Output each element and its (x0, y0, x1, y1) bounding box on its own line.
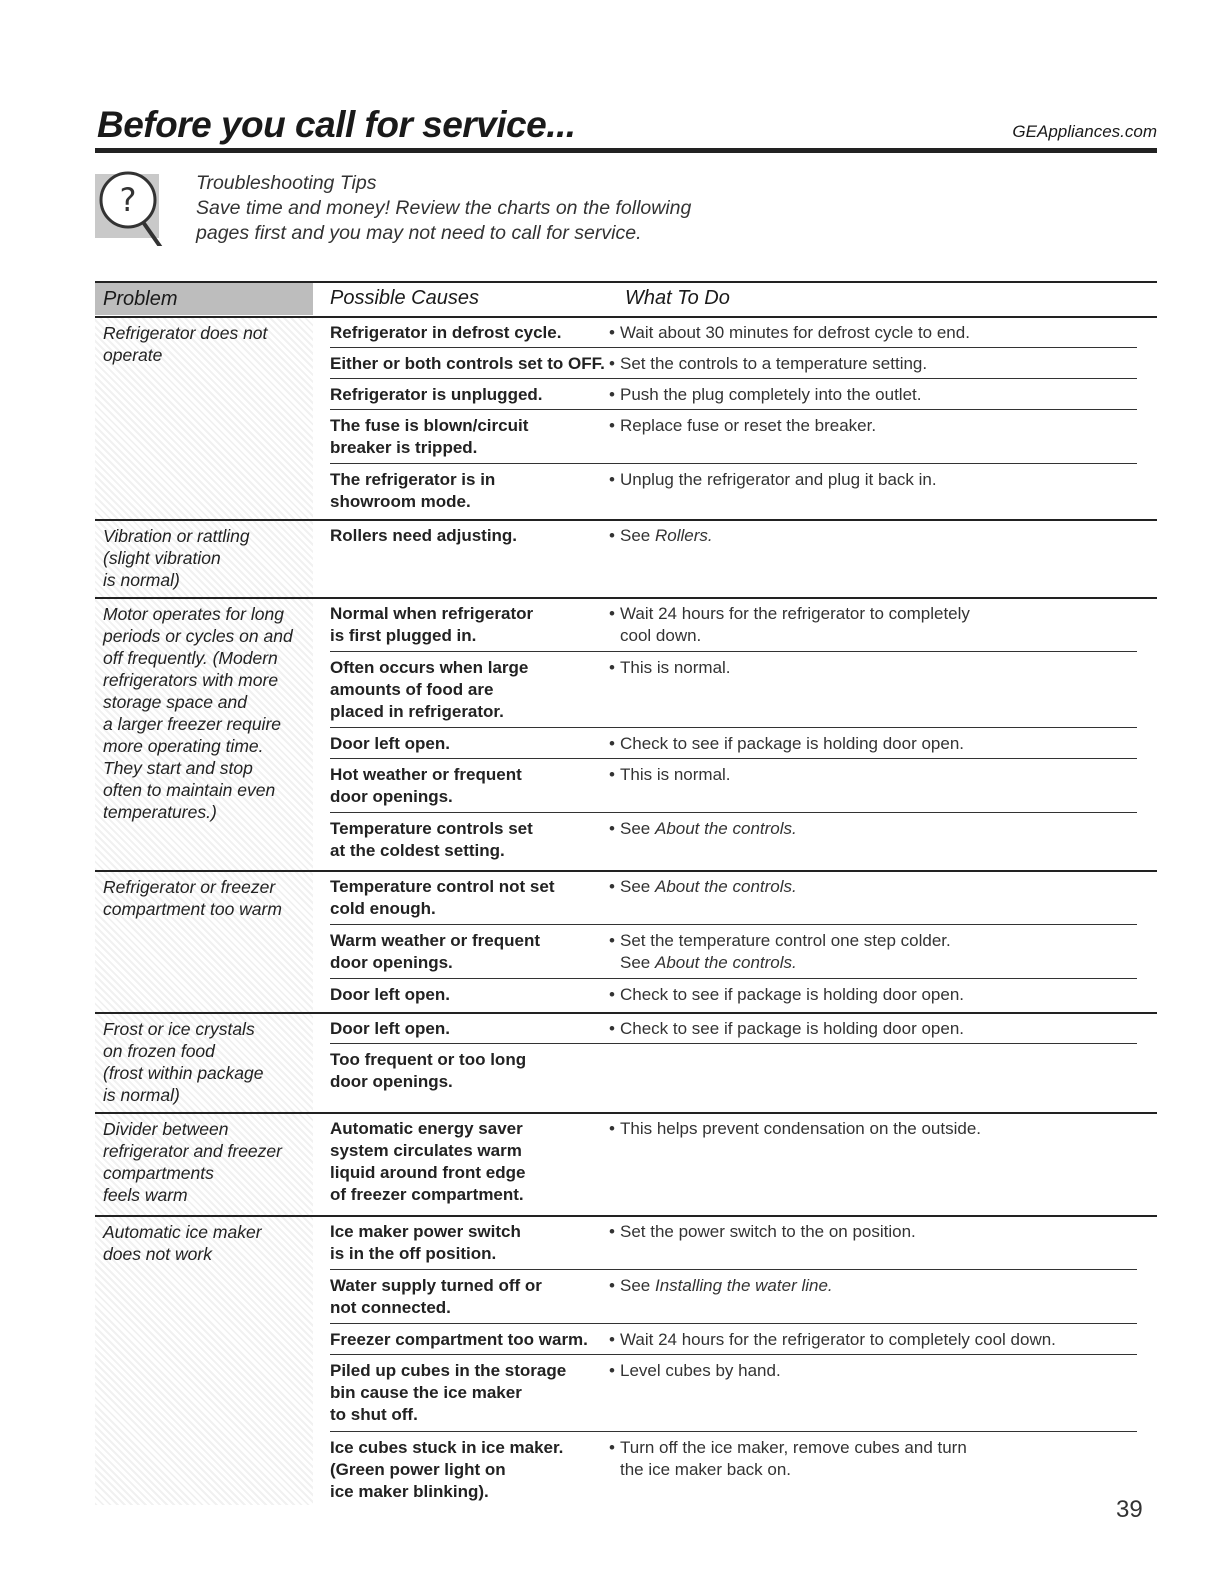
problem-cell (95, 1014, 313, 1112)
what-to-do (609, 764, 1140, 786)
title-rule (95, 148, 1157, 153)
bullet-icon: • (609, 819, 615, 838)
problem-cell (95, 1114, 313, 1215)
bullet-icon: • (609, 385, 615, 404)
todo-text: Wait 24 hours for the refrigerator to completely cool down. (620, 1330, 1056, 1349)
table-row (330, 653, 1157, 727)
todo-text: See (620, 877, 655, 896)
page-number: 39 (1116, 1496, 1143, 1523)
row-divider (330, 1431, 1137, 1432)
todo-text: Set the controls to a temperature setting. (620, 354, 928, 373)
todo-text: Unplug the refrigerator and plug it back in. (620, 470, 937, 489)
bullet-icon: • (609, 1361, 615, 1380)
bullet-icon: • (609, 765, 615, 784)
todo-text: Wait 24 hours for the refrigerator to completely cool down. (620, 604, 970, 645)
possible-cause: Door left open. (330, 985, 450, 1004)
row-divider (330, 924, 1137, 925)
bullet-icon: • (609, 526, 615, 545)
bullet-icon: • (609, 604, 615, 623)
bullet-icon: • (609, 354, 615, 373)
bullet-icon: • (609, 1438, 615, 1457)
problem-cell (95, 521, 313, 597)
what-to-do (609, 930, 1140, 974)
table-row (330, 349, 1157, 378)
what-to-do (609, 1221, 1140, 1243)
possible-cause: Often occurs when large amounts of food are placed in refrigerator. (330, 658, 529, 721)
possible-cause: Freezer compartment too warm. (330, 1330, 588, 1349)
problem-group (95, 597, 1157, 870)
what-to-do (609, 818, 1140, 840)
todo-text: See (620, 1276, 655, 1295)
bullet-icon: • (609, 1019, 615, 1038)
todo-text: This is normal. (620, 658, 731, 677)
table-row (330, 1271, 1157, 1323)
possible-cause: Piled up cubes in the storage bin cause the ice maker to shut off. (330, 1361, 567, 1424)
table-row (330, 760, 1157, 812)
question-mark-magnifier-icon (95, 170, 175, 246)
table-row (330, 380, 1157, 409)
what-to-do (609, 1118, 1140, 1140)
tips-text (196, 171, 691, 246)
bullet-icon: • (609, 1119, 615, 1138)
problem-text: Automatic ice maker does not work (103, 1222, 262, 1264)
possible-cause: Ice maker power switch is in the off position. (330, 1222, 521, 1263)
row-divider (330, 1043, 1137, 1044)
todo-text: See (620, 526, 655, 545)
problem-text: Motor operates for long periods or cycles on and off frequently. (Modern refrigerators with more storage space and a larger freezer require more operating time. They start and stop often to maintain even temperatures.) (103, 604, 293, 822)
row-divider (330, 463, 1137, 464)
problem-group (95, 870, 1157, 1012)
table-row (330, 465, 1157, 517)
column-header-problem: Problem (95, 283, 313, 315)
what-to-do (609, 469, 1140, 491)
row-divider (330, 978, 1137, 979)
todo-text: Check to see if package is holding door open. (620, 1019, 965, 1038)
section-reference-link: About the controls. (654, 953, 797, 972)
table-row (330, 1114, 1157, 1215)
what-to-do (609, 603, 1140, 647)
table-row (330, 411, 1157, 463)
what-to-do (609, 1329, 1140, 1351)
what-to-do (609, 384, 1140, 406)
bullet-icon: • (609, 1276, 615, 1295)
todo-text: Level cubes by hand. (620, 1361, 781, 1380)
site-url: GEAppliances.com (1012, 122, 1157, 141)
what-to-do (609, 525, 1140, 547)
row-divider (330, 812, 1137, 813)
section-reference-link: About the controls. (654, 819, 797, 838)
possible-cause: Too frequent or too long door openings. (330, 1050, 527, 1091)
possible-cause: Temperature control not set cold enough. (330, 877, 555, 918)
todo-text: Replace fuse or reset the breaker. (620, 416, 877, 435)
possible-cause: Door left open. (330, 1019, 450, 1038)
problem-cell (95, 872, 313, 1012)
possible-cause: Rollers need adjusting. (330, 526, 518, 545)
table-row (330, 926, 1157, 978)
bullet-icon: • (609, 1222, 615, 1241)
todo-text: See (620, 953, 655, 972)
bullet-icon: • (609, 658, 615, 677)
svg-text:?: ? (119, 181, 137, 219)
problem-group (95, 1112, 1157, 1215)
todo-text: Check to see if package is holding door open. (620, 985, 965, 1004)
possible-cause: Hot weather or frequent door openings. (330, 765, 522, 806)
todo-text: Turn off the ice maker, remove cubes and turn the ice maker back on. (620, 1438, 967, 1479)
table-row (330, 1217, 1157, 1269)
bullet-icon: • (609, 734, 615, 753)
what-to-do (609, 322, 1140, 344)
possible-cause: Temperature controls set at the coldest setting. (330, 819, 533, 860)
bullet-icon: • (609, 416, 615, 435)
tips-line-1: Save time and money! Review the charts on the following (196, 197, 692, 219)
possible-cause: Either or both controls set to OFF. (330, 354, 605, 373)
bullet-icon: • (609, 985, 615, 1004)
row-divider (330, 1269, 1137, 1270)
todo-text: This is normal. (620, 765, 731, 784)
row-divider (330, 347, 1137, 348)
what-to-do (609, 733, 1140, 755)
what-to-do (609, 876, 1140, 898)
section-reference-link: Rollers. (654, 526, 713, 545)
row-divider (330, 1323, 1137, 1324)
row-divider (330, 651, 1137, 652)
problem-text: Vibration or rattling (slight vibration is normal) (103, 526, 250, 590)
bullet-icon: • (609, 931, 615, 950)
row-divider (330, 727, 1137, 728)
table-row (330, 318, 1157, 347)
problem-group (95, 1012, 1157, 1112)
problem-group (95, 519, 1157, 597)
tips-heading: Troubleshooting Tips (196, 172, 377, 194)
what-to-do (609, 1360, 1140, 1382)
problem-cell (95, 599, 313, 870)
todo-text: Set the power switch to the on position. (620, 1222, 916, 1241)
possible-cause: Warm weather or frequent door openings. (330, 931, 541, 972)
todo-text: Set the temperature control one step colder. (620, 931, 951, 950)
table-row (330, 599, 1157, 651)
table-row (330, 521, 1157, 597)
what-to-do (609, 1275, 1140, 1297)
todo-text: See (620, 819, 655, 838)
row-divider (330, 758, 1137, 759)
page-title: Before you call for service... (97, 104, 576, 145)
table-row (330, 1325, 1157, 1354)
what-to-do (609, 415, 1140, 437)
possible-cause: Water supply turned off or not connected. (330, 1276, 542, 1317)
table-row (330, 980, 1157, 1012)
possible-cause: Automatic energy saver system circulates warm liquid around front edge of freezer compartment. (330, 1119, 526, 1204)
problem-group (95, 316, 1157, 519)
table-row (330, 1433, 1157, 1505)
column-header-todo: What To Do (625, 287, 730, 309)
what-to-do (609, 657, 1140, 679)
row-divider (330, 409, 1137, 410)
problem-cell (95, 318, 313, 519)
todo-text: Push the plug completely into the outlet. (620, 385, 922, 404)
bullet-icon: • (609, 1330, 615, 1349)
what-to-do (609, 1018, 1140, 1040)
what-to-do (609, 1437, 1140, 1481)
possible-cause: Refrigerator is unplugged. (330, 385, 543, 404)
possible-cause: Refrigerator in defrost cycle. (330, 323, 562, 342)
what-to-do (609, 353, 1140, 375)
possible-cause: The fuse is blown/circuit breaker is tripped. (330, 416, 529, 457)
bullet-icon: • (609, 470, 615, 489)
possible-cause: The refrigerator is in showroom mode. (330, 470, 496, 511)
section-reference-link: Installing the water line. (654, 1276, 833, 1295)
problem-text: Refrigerator or freezer compartment too warm (103, 877, 282, 919)
row-divider (330, 378, 1137, 379)
problem-cell (95, 1217, 313, 1505)
bullet-icon: • (609, 877, 615, 896)
what-to-do (609, 984, 1140, 1006)
table-row (330, 872, 1157, 924)
problem-group (95, 1215, 1157, 1505)
todo-text: This helps prevent condensation on the outside. (620, 1119, 982, 1138)
todo-text: Wait about 30 minutes for defrost cycle to end. (620, 323, 970, 342)
problem-text: Frost or ice crystals on frozen food (frost within package is normal) (103, 1019, 264, 1105)
column-header-causes: Possible Causes (330, 287, 479, 309)
tips-line-2: pages first and you may not need to call for service. (196, 222, 642, 244)
todo-text: Check to see if package is holding door open. (620, 734, 965, 753)
table-row (330, 1045, 1157, 1112)
row-divider (330, 1354, 1137, 1355)
possible-cause: Door left open. (330, 734, 450, 753)
problem-text: Divider between refrigerator and freezer compartments feels warm (103, 1119, 282, 1205)
possible-cause: Ice cubes stuck in ice maker. (Green power light on ice maker blinking). (330, 1438, 564, 1501)
section-reference-link: About the controls. (654, 877, 797, 896)
possible-cause: Normal when refrigerator is first plugged in. (330, 604, 534, 645)
table-row (330, 814, 1157, 870)
table-row (330, 729, 1157, 758)
table-row (330, 1356, 1157, 1431)
table-row (330, 1014, 1157, 1043)
bullet-icon: • (609, 323, 615, 342)
problem-text: Refrigerator does not operate (103, 323, 268, 365)
